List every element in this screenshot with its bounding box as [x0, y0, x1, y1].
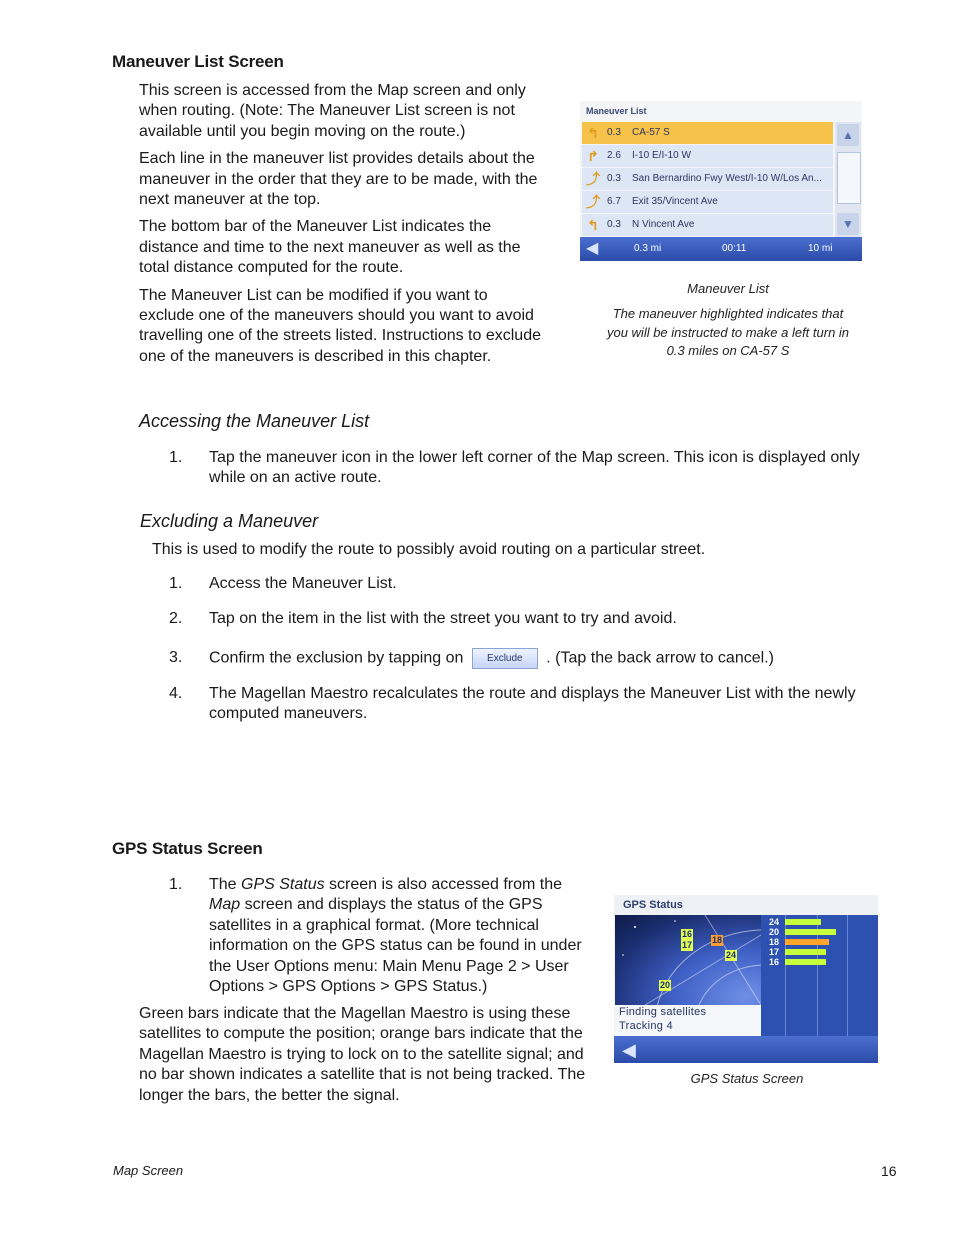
scroll-down-icon: ▼	[837, 213, 859, 235]
paragraph: The Maneuver List can be modified if you want to exclude one of the maneuvers should you want to avoid travelling one of the streets listed. Instructions to exclude one of the maneuvers is described in this chapter.	[139, 286, 541, 365]
satellite-id-label: 24	[769, 917, 780, 927]
step-text	[169, 875, 589, 997]
step-number: 4.	[169, 685, 183, 702]
maneuver-row	[582, 122, 833, 144]
excluding-step-2	[169, 609, 899, 629]
satellite-id-label: 16	[769, 957, 780, 967]
status-line: Tracking 4	[619, 1020, 673, 1032]
screen-title: GPS Status	[623, 899, 683, 911]
maneuver-distance: 2.6	[607, 150, 621, 161]
merge-icon: ⤴	[586, 171, 600, 187]
sky-satellite: 18	[712, 935, 723, 945]
back-arrow-icon: ◀	[586, 240, 599, 257]
maneuver-row	[582, 191, 833, 213]
accessing-step-1	[169, 448, 899, 489]
maneuver-distance: 0.3	[607, 173, 621, 184]
maneuver-distance: 0.3	[607, 127, 621, 138]
sky-view	[615, 915, 761, 1005]
excluding-step-4	[169, 684, 899, 725]
excluding-step-1	[169, 574, 899, 594]
figure-caption-title: Maneuver List	[687, 281, 769, 296]
screen-title: Maneuver List	[586, 106, 647, 116]
satellite-signal-bar	[785, 939, 829, 945]
satellite-id-label: 20	[769, 927, 780, 937]
step-text: Tap the maneuver icon in the lower left corner of the Map screen. This icon is displayed only while on an active route.	[209, 449, 860, 487]
satellite-id-label: 17	[769, 947, 780, 957]
step-text: The Magellan Maestro recalculates the route and displays the Maneuver List with the newly computed maneuvers.	[209, 685, 856, 723]
left-turn-icon: ↰	[587, 217, 599, 233]
emphasis-gps-status: GPS Status	[241, 876, 325, 893]
exclude-button[interactable]: Exclude	[472, 648, 538, 669]
step-number: 1.	[169, 575, 183, 592]
satellite-signal-bar	[785, 929, 836, 935]
status-line: Finding satellites	[619, 1006, 707, 1018]
paragraph: This screen is accessed from the Map screen and only when routing. (Note: The Maneuver List screen is not available until you begin moving on the route.)	[139, 82, 526, 140]
figure-caption-gps: GPS Status Screen	[690, 1071, 804, 1086]
step-number: 3.	[169, 649, 183, 666]
gps-bars-explanation: Green bars indicate that the Magellan Maestro is using these satellites to compute the position; orange bars indicate that the Magellan Maestro is trying to lock on to the satellite signal; and no bar shown indicates a satellite that is not being tracked. The longer the bars, the better the signal.	[139, 1005, 586, 1104]
next-distance: 0.3 mi	[634, 243, 662, 254]
step-text: Tap on the item in the list with the street you want to try and avoid.	[209, 610, 677, 627]
sky-satellite: 17	[682, 940, 693, 950]
paragraph: The bottom bar of the Maneuver List indicates the distance and time to the next maneuver as well as the total distance computed for the route.	[139, 218, 521, 277]
maneuver-row	[582, 214, 833, 236]
paragraph: Each line in the maneuver list provides details about the maneuver in the order that they are to be made, with the next maneuver at the top.	[139, 150, 538, 209]
maneuver-street: N Vincent Ave	[632, 219, 695, 230]
satellite-signal-bar	[785, 959, 826, 965]
maneuver-distance: 0.3	[607, 219, 621, 230]
text-run: screen and displays the status of the GPS satellites in a graphical format. (More technical information on the GPS status can be found in under the User Options menu: Main Menu Page 2 > User Options > GPS Options > GPS Status.)	[209, 896, 582, 996]
scroll-up-icon: ▲	[837, 124, 859, 146]
sky-satellite: 24	[726, 950, 737, 960]
satellite-signal-bar	[785, 919, 821, 925]
text-run: screen is also accessed from the	[324, 876, 563, 893]
figure-caption-body: The maneuver highlighted indicates that you will be instructed to make a left turn in 0.3 miles on CA-57 S	[606, 306, 850, 358]
sky-satellite: 20	[660, 980, 671, 990]
subheading-excluding: Excluding a Maneuver	[140, 511, 319, 531]
maneuver-street: I-10 E/I-10 W	[632, 150, 691, 161]
section-title-maneuver-list: Maneuver List Screen	[112, 52, 284, 71]
step-text-after: . (Tap the back arrow to cancel.)	[546, 649, 774, 667]
maneuver-street: San Bernardino Fwy West/I-10 W/Los An...	[632, 173, 822, 184]
gps-status-text	[615, 1005, 761, 1036]
exit-icon: ⤴	[586, 194, 600, 210]
maneuver-list-screenshot	[580, 101, 862, 261]
signal-bars-panel	[761, 915, 878, 1036]
maneuver-rows	[582, 122, 833, 237]
step-text: Access the Maneuver List.	[209, 575, 397, 592]
step-number: 1.	[169, 876, 183, 893]
step-text-before: Confirm the exclusion by tapping on	[209, 649, 464, 667]
scroll-thumb	[837, 152, 861, 204]
step-number: 2.	[169, 610, 183, 627]
right-turn-icon: ↱	[587, 148, 599, 164]
step-number: 1.	[169, 449, 183, 466]
scrollbar	[835, 122, 861, 237]
subheading-accessing: Accessing the Maneuver List	[139, 411, 370, 431]
left-turn-icon: ↰	[587, 125, 599, 141]
page-number: 16	[881, 1163, 897, 1179]
satellite-id-label: 18	[769, 937, 780, 947]
text-run: The	[209, 876, 242, 893]
total-distance: 10 mi	[808, 243, 833, 254]
gps-step-1	[169, 875, 589, 997]
maneuver-street: CA-57 S	[632, 127, 670, 138]
maneuver-bottom-bar	[580, 237, 862, 261]
maneuver-street: Exit 35/Vincent Ave	[632, 196, 718, 207]
back-arrow-icon: ◀	[622, 1040, 636, 1060]
maneuver-intro-text	[139, 81, 544, 367]
gps-bottom-bar	[614, 1036, 878, 1063]
emphasis-map: Map	[209, 896, 241, 914]
footer-section-name: Map Screen	[113, 1163, 184, 1178]
maneuver-row	[582, 168, 833, 190]
gps-status-screenshot	[614, 895, 878, 1063]
maneuver-distance: 6.7	[607, 196, 621, 207]
maneuver-row	[582, 145, 833, 167]
excluding-intro: This is used to modify the route to possibly avoid routing on a particular street.	[152, 541, 706, 558]
satellite-signal-bar	[785, 949, 826, 955]
step-text	[169, 648, 899, 669]
section-title-gps-status: GPS Status Screen	[112, 839, 263, 858]
excluding-step-3	[169, 648, 899, 669]
sky-satellite: 16	[682, 929, 693, 939]
time-to-next: 00:11	[722, 243, 747, 254]
